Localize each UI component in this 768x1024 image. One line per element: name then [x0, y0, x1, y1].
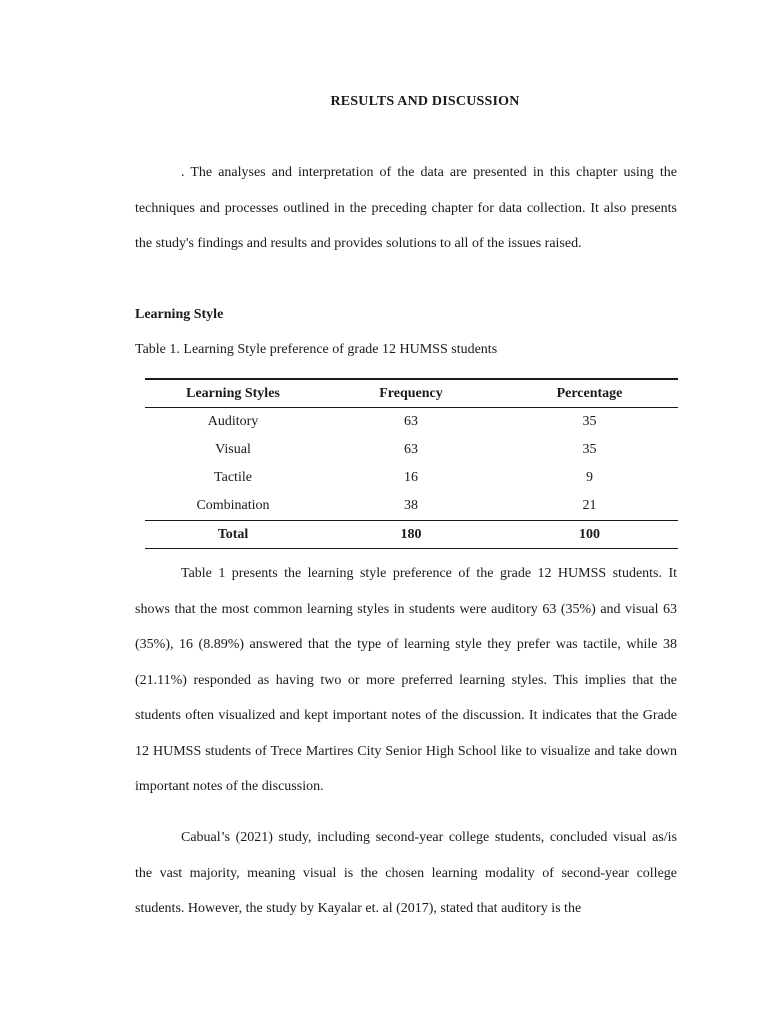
page-heading: RESULTS AND DISCUSSION [330, 94, 520, 109]
total-cell: 100 [579, 526, 600, 542]
literature-paragraph [135, 820, 677, 927]
table-row [145, 464, 678, 492]
intro-paragraph-text: . The analyses and interpretation of the data are presented in this chapter using the techniques and processes outlined in the preceding chapter for data collection. It also presents the study's findings and results and provides solutions to all of the issues raised. [135, 165, 677, 251]
table-cell: 16 [404, 470, 418, 485]
table-row [145, 492, 678, 521]
column-header: Frequency [379, 385, 443, 401]
literature-paragraph-text: Cabual’s (2021) study, including second-year college students, concluded visual as/is the vast majority, meaning visual is the chosen learning modality of second-year college students. However, the study by Kayalar et. al (2017), stated that auditory is the [135, 830, 677, 916]
table-cell: 9 [586, 470, 593, 485]
table-cell: 21 [582, 498, 597, 513]
table-total-row [145, 521, 678, 549]
table-cell: 63 [404, 442, 418, 457]
table-row [145, 436, 678, 464]
intro-paragraph [135, 155, 677, 262]
table-cell: 35 [582, 442, 597, 457]
column-header: Percentage [556, 385, 623, 401]
column-header: Learning Styles [186, 385, 280, 401]
table-header-row [145, 379, 678, 408]
table-cell: Auditory [207, 414, 259, 429]
table-cell: 38 [404, 498, 418, 513]
table-cell: 63 [404, 414, 418, 429]
discussion-paragraph-text: Table 1 presents the learning style preference of the grade 12 HUMSS students. It shows that the most common learning styles in students were auditory 63 (35%) and visual 63 (35%), 16 (8.89%) answered that the type of learning style they prefer was tactile, while 38 (21.11%) responded as having two or more preferred learning styles. This implies that the students often visualized and kept important notes of the discussion. It indicates that the Grade 12 HUMSS students of Trece Martires City Senior High School like to visualize and take down important notes of the discussion. [135, 566, 677, 794]
total-cell: Total [217, 526, 249, 542]
table-cell: Tactile [214, 470, 252, 485]
table-cell: Visual [215, 442, 251, 457]
section-title: Learning Style [135, 307, 224, 322]
discussion-paragraph [135, 556, 677, 805]
table-row [145, 408, 678, 437]
table-cell: 35 [582, 414, 597, 429]
learning-style-table [145, 378, 678, 549]
table-cell: Combination [196, 498, 270, 513]
total-cell: 180 [400, 526, 422, 542]
table-caption: Table 1. Learning Style preference of grade 12 HUMSS students [135, 342, 498, 357]
